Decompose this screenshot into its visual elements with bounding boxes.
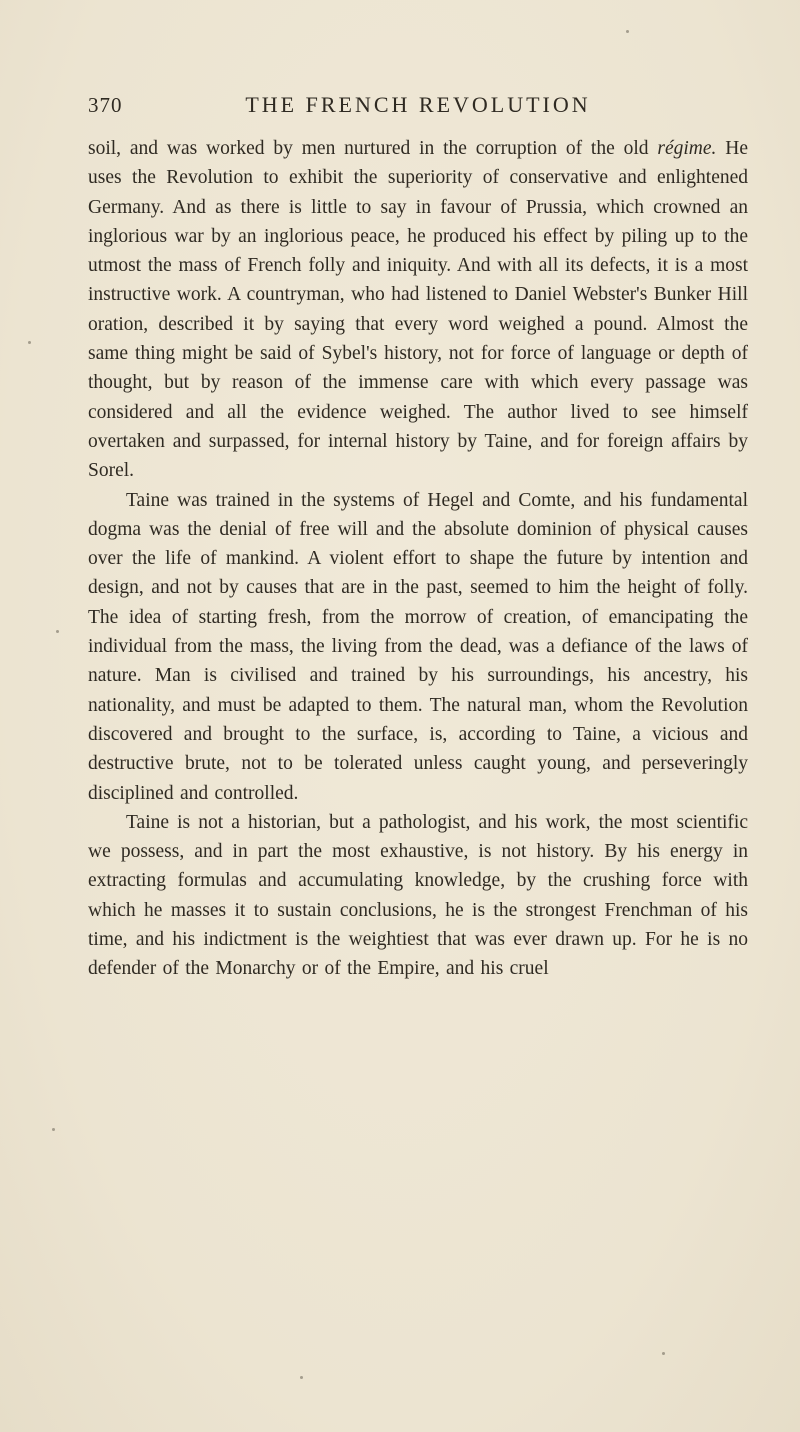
scan-artifact <box>300 1376 303 1379</box>
paragraph <box>88 808 748 984</box>
scan-artifact <box>662 1352 665 1355</box>
running-title: THE FRENCH REVOLUTION <box>245 92 591 117</box>
text-segment: Taine is not a historian, but a pathologist, and his work, the most scientific we possess, and in part the most exhaustive, is not history. By his energy in extracting formulas and accumulating knowledge, by the crushing force with which he masses it to sustain conclusions, he is the strongest Frenchman of his time, and his indictment is the weightiest that was ever drawn up. For he is no defender of the Monarchy or of the Empire, and his cruel <box>88 811 748 980</box>
scan-artifact <box>28 341 31 344</box>
page-header <box>0 0 800 118</box>
paragraph <box>88 486 748 808</box>
page-body <box>0 134 800 984</box>
page-number: 370 <box>88 93 123 117</box>
scan-artifact <box>52 1128 55 1131</box>
text-segment: Taine was trained in the systems of Hegel and Comte, and his fundamental dogma was the denial of free will and the absolute dominion of physical causes over the life of mankind. A violent effort to shape the future by intention and design, and not by causes that are in the past, seemed to him the height of folly. The idea of starting fresh, from the morrow of creation, of emancipating the individual from the mass, the living from the dead, was a defiance of the laws of nature. Man is civilised and trained by his surroundings, his ancestry, his nationality, and must be adapted to them. The natural man, whom the Revolution discovered and brought to the surface, is, according to Taine, a vicious and destructive brute, not to be tolerated unless caught young, and perseveringly disciplined and controlled. <box>88 489 748 804</box>
paragraph <box>88 134 748 486</box>
scan-artifact <box>56 630 59 633</box>
italic-text: régime. <box>657 138 717 159</box>
text-segment: He uses the Revolution to exhibit the superiority of conservative and enlightened Germany. And as there is little to say in favour of Prussia, which crowned an inglorious war by an inglorious peace, he produced his effect by piling up to the utmost the mass of French folly and iniquity. And with all its defects, it is a most instructive work. A countryman, who had listened to Daniel Webster's Bunker Hill oration, described it by saying that every word weighed a pound. Almost the same thing might be said of Sybel's history, not for force of language or depth of thought, but by reason of the immense care with which every passage was considered and all the evidence weighed. The author lived to see himself overtaken and surpassed, for internal history by Taine, and for foreign affairs by Sorel. <box>88 138 748 482</box>
text-segment: soil, and was worked by men nurtured in the corruption of the old <box>88 138 658 159</box>
scan-artifact <box>626 30 629 33</box>
